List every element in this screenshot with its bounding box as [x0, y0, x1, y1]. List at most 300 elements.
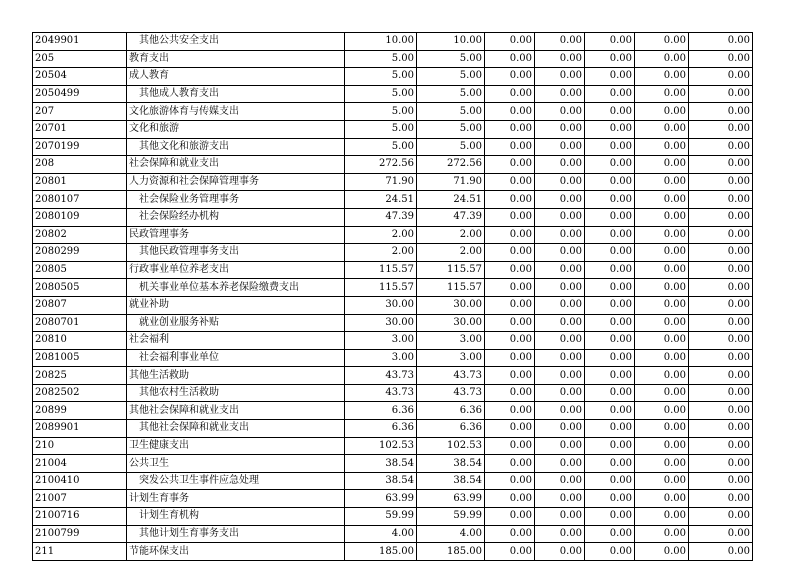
amount-cell: 10.00: [417, 33, 485, 51]
amount-cell: 102.53: [417, 437, 485, 455]
table-row: [33, 437, 753, 455]
table-row: [33, 226, 753, 244]
amount-cell: 0.00: [585, 191, 635, 209]
table-row: [33, 490, 753, 508]
amount-cell: 0.00: [689, 437, 753, 455]
amount-cell: 71.90: [417, 173, 485, 191]
amount-cell: 5.00: [345, 103, 417, 121]
amount-cell: 0.00: [635, 296, 689, 314]
subject-code-cell: 20701: [33, 120, 127, 138]
subject-code-cell: 207: [33, 103, 127, 121]
subject-name-cell: 计划生育事务: [127, 490, 345, 508]
amount-cell: 0.00: [535, 50, 585, 68]
table-row: [33, 33, 753, 51]
amount-cell: 0.00: [485, 455, 535, 473]
amount-cell: 115.57: [417, 261, 485, 279]
amount-cell: 0.00: [585, 367, 635, 385]
table-row: [33, 384, 753, 402]
amount-cell: 0.00: [535, 349, 585, 367]
subject-name-cell: 其他文化和旅游支出: [127, 138, 345, 156]
subject-code-cell: 20802: [33, 226, 127, 244]
amount-cell: 0.00: [635, 525, 689, 543]
amount-cell: 0.00: [635, 543, 689, 561]
subject-name-cell: 社会福利事业单位: [127, 349, 345, 367]
subject-name-cell: 行政事业单位养老支出: [127, 261, 345, 279]
amount-cell: 5.00: [345, 50, 417, 68]
amount-cell: 3.00: [417, 349, 485, 367]
subject-code-cell: 20801: [33, 173, 127, 191]
amount-cell: 5.00: [417, 103, 485, 121]
amount-cell: 0.00: [485, 384, 535, 402]
subject-code-cell: 20810: [33, 332, 127, 350]
amount-cell: 0.00: [635, 279, 689, 297]
table-row: [33, 120, 753, 138]
amount-cell: 63.99: [345, 490, 417, 508]
table-row: [33, 208, 753, 226]
amount-cell: 0.00: [485, 173, 535, 191]
amount-cell: 0.00: [535, 261, 585, 279]
amount-cell: 0.00: [689, 226, 753, 244]
subject-code-cell: 2089901: [33, 420, 127, 438]
amount-cell: 0.00: [485, 525, 535, 543]
table-row: [33, 296, 753, 314]
table-row: [33, 508, 753, 526]
table-row: [33, 244, 753, 262]
amount-cell: 71.90: [345, 173, 417, 191]
amount-cell: 0.00: [485, 208, 535, 226]
amount-cell: 0.00: [485, 490, 535, 508]
amount-cell: 0.00: [485, 402, 535, 420]
amount-cell: 0.00: [635, 402, 689, 420]
amount-cell: 0.00: [485, 68, 535, 86]
amount-cell: 0.00: [535, 296, 585, 314]
amount-cell: 0.00: [485, 332, 535, 350]
amount-cell: 2.00: [417, 226, 485, 244]
amount-cell: 24.51: [345, 191, 417, 209]
amount-cell: 5.00: [417, 68, 485, 86]
table-row: [33, 402, 753, 420]
amount-cell: 115.57: [345, 261, 417, 279]
amount-cell: 0.00: [689, 384, 753, 402]
amount-cell: 0.00: [585, 472, 635, 490]
table-row: [33, 103, 753, 121]
amount-cell: 0.00: [485, 261, 535, 279]
subject-code-cell: 205: [33, 50, 127, 68]
table-row: [33, 50, 753, 68]
amount-cell: 0.00: [585, 314, 635, 332]
subject-code-cell: 20807: [33, 296, 127, 314]
amount-cell: 272.56: [345, 156, 417, 174]
amount-cell: 0.00: [689, 296, 753, 314]
subject-code-cell: 2080107: [33, 191, 127, 209]
amount-cell: 0.00: [585, 103, 635, 121]
amount-cell: 0.00: [689, 314, 753, 332]
amount-cell: 0.00: [585, 384, 635, 402]
subject-name-cell: 机关事业单位基本养老保险缴费支出: [127, 279, 345, 297]
amount-cell: 0.00: [635, 244, 689, 262]
amount-cell: 115.57: [345, 279, 417, 297]
table-row: [33, 349, 753, 367]
amount-cell: 30.00: [345, 314, 417, 332]
amount-cell: 0.00: [689, 68, 753, 86]
amount-cell: 0.00: [585, 226, 635, 244]
amount-cell: 5.00: [345, 120, 417, 138]
amount-cell: 0.00: [635, 208, 689, 226]
amount-cell: 102.53: [345, 437, 417, 455]
amount-cell: 0.00: [635, 261, 689, 279]
table-row: [33, 525, 753, 543]
amount-cell: 0.00: [689, 420, 753, 438]
amount-cell: 5.00: [345, 68, 417, 86]
amount-cell: 38.54: [345, 472, 417, 490]
subject-name-cell: 计划生育机构: [127, 508, 345, 526]
amount-cell: 0.00: [485, 508, 535, 526]
amount-cell: 2.00: [417, 244, 485, 262]
amount-cell: 5.00: [345, 85, 417, 103]
amount-cell: 0.00: [585, 156, 635, 174]
subject-name-cell: 其他计划生育事务支出: [127, 525, 345, 543]
subject-name-cell: 文化旅游体育与传媒支出: [127, 103, 345, 121]
amount-cell: 0.00: [485, 349, 535, 367]
subject-code-cell: 20825: [33, 367, 127, 385]
amount-cell: 0.00: [535, 508, 585, 526]
table-row: [33, 367, 753, 385]
subject-code-cell: 21004: [33, 455, 127, 473]
amount-cell: 0.00: [535, 437, 585, 455]
amount-cell: 0.00: [485, 472, 535, 490]
amount-cell: 0.00: [689, 543, 753, 561]
amount-cell: 0.00: [689, 244, 753, 262]
subject-code-cell: 2100716: [33, 508, 127, 526]
amount-cell: 185.00: [345, 543, 417, 561]
amount-cell: 63.99: [417, 490, 485, 508]
amount-cell: 0.00: [535, 33, 585, 51]
amount-cell: 0.00: [535, 85, 585, 103]
amount-cell: 0.00: [585, 120, 635, 138]
subject-name-cell: 文化和旅游: [127, 120, 345, 138]
amount-cell: 43.73: [345, 384, 417, 402]
amount-cell: 0.00: [535, 367, 585, 385]
amount-cell: 3.00: [345, 349, 417, 367]
subject-name-cell: 教育支出: [127, 50, 345, 68]
subject-name-cell: 其他社会保障和就业支出: [127, 420, 345, 438]
amount-cell: 3.00: [345, 332, 417, 350]
amount-cell: 0.00: [689, 402, 753, 420]
amount-cell: 0.00: [485, 103, 535, 121]
amount-cell: 0.00: [585, 244, 635, 262]
amount-cell: 0.00: [585, 437, 635, 455]
subject-name-cell: 其他公共安全支出: [127, 33, 345, 51]
amount-cell: 0.00: [485, 420, 535, 438]
amount-cell: 0.00: [535, 525, 585, 543]
amount-cell: 0.00: [635, 314, 689, 332]
amount-cell: 0.00: [535, 314, 585, 332]
table-row: [33, 191, 753, 209]
amount-cell: 5.00: [417, 138, 485, 156]
amount-cell: 0.00: [635, 173, 689, 191]
amount-cell: 0.00: [535, 208, 585, 226]
amount-cell: 0.00: [535, 226, 585, 244]
amount-cell: 0.00: [535, 455, 585, 473]
table-row: [33, 472, 753, 490]
amount-cell: 5.00: [417, 50, 485, 68]
amount-cell: 30.00: [345, 296, 417, 314]
amount-cell: 0.00: [689, 173, 753, 191]
subject-name-cell: 就业创业服务补贴: [127, 314, 345, 332]
amount-cell: 6.36: [345, 420, 417, 438]
amount-cell: 0.00: [585, 296, 635, 314]
amount-cell: 43.73: [345, 367, 417, 385]
amount-cell: 0.00: [635, 508, 689, 526]
table-row: [33, 261, 753, 279]
subject-name-cell: 卫生健康支出: [127, 437, 345, 455]
amount-cell: 0.00: [635, 437, 689, 455]
subject-code-cell: 2070199: [33, 138, 127, 156]
amount-cell: 0.00: [485, 138, 535, 156]
amount-cell: 0.00: [535, 279, 585, 297]
amount-cell: 30.00: [417, 314, 485, 332]
amount-cell: 0.00: [585, 173, 635, 191]
subject-name-cell: 民政管理事务: [127, 226, 345, 244]
amount-cell: 0.00: [485, 120, 535, 138]
subject-code-cell: 2082502: [33, 384, 127, 402]
amount-cell: 5.00: [345, 138, 417, 156]
subject-code-cell: 210: [33, 437, 127, 455]
amount-cell: 0.00: [585, 508, 635, 526]
amount-cell: 59.99: [345, 508, 417, 526]
subject-code-cell: 20504: [33, 68, 127, 86]
amount-cell: 0.00: [535, 138, 585, 156]
amount-cell: 0.00: [689, 367, 753, 385]
amount-cell: 0.00: [485, 33, 535, 51]
amount-cell: 0.00: [635, 138, 689, 156]
subject-name-cell: 社会保险业务管理事务: [127, 191, 345, 209]
amount-cell: 0.00: [585, 138, 635, 156]
amount-cell: 0.00: [585, 85, 635, 103]
amount-cell: 0.00: [585, 349, 635, 367]
amount-cell: 0.00: [689, 50, 753, 68]
amount-cell: 0.00: [585, 33, 635, 51]
amount-cell: 0.00: [635, 85, 689, 103]
amount-cell: 0.00: [485, 296, 535, 314]
amount-cell: 0.00: [585, 490, 635, 508]
table-row: [33, 138, 753, 156]
subject-name-cell: 其他民政管理事务支出: [127, 244, 345, 262]
amount-cell: 0.00: [635, 68, 689, 86]
amount-cell: 2.00: [345, 226, 417, 244]
table-row: [33, 85, 753, 103]
amount-cell: 0.00: [689, 279, 753, 297]
amount-cell: 6.36: [345, 402, 417, 420]
amount-cell: 6.36: [417, 420, 485, 438]
subject-code-cell: 211: [33, 543, 127, 561]
subject-code-cell: 2049901: [33, 33, 127, 51]
subject-code-cell: 2100799: [33, 525, 127, 543]
subject-code-cell: 2080505: [33, 279, 127, 297]
amount-cell: 6.36: [417, 402, 485, 420]
amount-cell: 0.00: [485, 50, 535, 68]
amount-cell: 5.00: [417, 120, 485, 138]
subject-name-cell: 公共卫生: [127, 455, 345, 473]
budget-table-sheet: [32, 32, 753, 561]
amount-cell: 0.00: [635, 103, 689, 121]
subject-name-cell: 社会保险经办机构: [127, 208, 345, 226]
amount-cell: 0.00: [535, 120, 585, 138]
amount-cell: 185.00: [417, 543, 485, 561]
amount-cell: 0.00: [689, 490, 753, 508]
amount-cell: 0.00: [635, 349, 689, 367]
amount-cell: 0.00: [485, 437, 535, 455]
table-row: [33, 420, 753, 438]
amount-cell: 0.00: [485, 279, 535, 297]
subject-name-cell: 其他生活救助: [127, 367, 345, 385]
amount-cell: 5.00: [417, 85, 485, 103]
amount-cell: 0.00: [485, 191, 535, 209]
amount-cell: 0.00: [635, 455, 689, 473]
subject-name-cell: 成人教育: [127, 68, 345, 86]
amount-cell: 0.00: [585, 50, 635, 68]
amount-cell: 0.00: [535, 402, 585, 420]
table-body: [33, 33, 753, 561]
amount-cell: 0.00: [689, 508, 753, 526]
amount-cell: 3.00: [417, 332, 485, 350]
amount-cell: 0.00: [689, 103, 753, 121]
amount-cell: 0.00: [585, 420, 635, 438]
subject-name-cell: 其他成人教育支出: [127, 85, 345, 103]
amount-cell: 0.00: [535, 543, 585, 561]
amount-cell: 0.00: [485, 543, 535, 561]
amount-cell: 0.00: [535, 420, 585, 438]
amount-cell: 0.00: [635, 50, 689, 68]
amount-cell: 43.73: [417, 384, 485, 402]
amount-cell: 0.00: [585, 543, 635, 561]
amount-cell: 0.00: [689, 156, 753, 174]
amount-cell: 0.00: [485, 156, 535, 174]
amount-cell: 0.00: [689, 120, 753, 138]
amount-cell: 0.00: [535, 244, 585, 262]
table-row: [33, 156, 753, 174]
amount-cell: 30.00: [417, 296, 485, 314]
amount-cell: 0.00: [635, 420, 689, 438]
amount-cell: 0.00: [635, 472, 689, 490]
amount-cell: 0.00: [635, 384, 689, 402]
table-row: [33, 314, 753, 332]
budget-expenditure-table: [32, 32, 753, 561]
amount-cell: 47.39: [345, 208, 417, 226]
amount-cell: 0.00: [485, 367, 535, 385]
amount-cell: 0.00: [689, 33, 753, 51]
amount-cell: 0.00: [689, 525, 753, 543]
subject-name-cell: 节能环保支出: [127, 543, 345, 561]
amount-cell: 0.00: [689, 455, 753, 473]
table-row: [33, 68, 753, 86]
amount-cell: 24.51: [417, 191, 485, 209]
amount-cell: 4.00: [417, 525, 485, 543]
table-row: [33, 543, 753, 561]
amount-cell: 10.00: [345, 33, 417, 51]
subject-name-cell: 社会保障和就业支出: [127, 156, 345, 174]
amount-cell: 115.57: [417, 279, 485, 297]
amount-cell: 38.54: [417, 455, 485, 473]
amount-cell: 0.00: [585, 455, 635, 473]
amount-cell: 0.00: [635, 191, 689, 209]
amount-cell: 43.73: [417, 367, 485, 385]
amount-cell: 0.00: [535, 68, 585, 86]
amount-cell: 0.00: [689, 349, 753, 367]
amount-cell: 0.00: [485, 226, 535, 244]
amount-cell: 0.00: [689, 261, 753, 279]
table-row: [33, 279, 753, 297]
amount-cell: 0.00: [635, 156, 689, 174]
amount-cell: 0.00: [535, 332, 585, 350]
table-row: [33, 173, 753, 191]
amount-cell: 0.00: [485, 85, 535, 103]
amount-cell: 0.00: [635, 490, 689, 508]
amount-cell: 0.00: [689, 208, 753, 226]
amount-cell: 0.00: [535, 191, 585, 209]
subject-name-cell: 突发公共卫生事件应急处理: [127, 472, 345, 490]
amount-cell: 2.00: [345, 244, 417, 262]
subject-code-cell: 2080701: [33, 314, 127, 332]
amount-cell: 0.00: [689, 332, 753, 350]
amount-cell: 0.00: [635, 332, 689, 350]
amount-cell: 0.00: [689, 191, 753, 209]
subject-name-cell: 其他社会保障和就业支出: [127, 402, 345, 420]
amount-cell: 38.54: [345, 455, 417, 473]
subject-code-cell: 20899: [33, 402, 127, 420]
amount-cell: 4.00: [345, 525, 417, 543]
subject-name-cell: 其他农村生活救助: [127, 384, 345, 402]
amount-cell: 47.39: [417, 208, 485, 226]
amount-cell: 38.54: [417, 472, 485, 490]
subject-code-cell: 2100410: [33, 472, 127, 490]
subject-name-cell: 人力资源和社会保障管理事务: [127, 173, 345, 191]
amount-cell: 0.00: [535, 490, 585, 508]
amount-cell: 0.00: [535, 472, 585, 490]
amount-cell: 0.00: [635, 120, 689, 138]
amount-cell: 0.00: [485, 244, 535, 262]
amount-cell: 0.00: [535, 103, 585, 121]
amount-cell: 0.00: [535, 173, 585, 191]
subject-code-cell: 2081005: [33, 349, 127, 367]
amount-cell: 59.99: [417, 508, 485, 526]
amount-cell: 0.00: [689, 138, 753, 156]
amount-cell: 0.00: [535, 156, 585, 174]
subject-code-cell: 2050499: [33, 85, 127, 103]
amount-cell: 0.00: [585, 402, 635, 420]
subject-name-cell: 社会福利: [127, 332, 345, 350]
amount-cell: 0.00: [689, 472, 753, 490]
amount-cell: 0.00: [585, 68, 635, 86]
subject-code-cell: 208: [33, 156, 127, 174]
subject-code-cell: 21007: [33, 490, 127, 508]
amount-cell: 0.00: [585, 279, 635, 297]
amount-cell: 0.00: [635, 226, 689, 244]
amount-cell: 0.00: [585, 332, 635, 350]
subject-code-cell: 2080299: [33, 244, 127, 262]
subject-code-cell: 20805: [33, 261, 127, 279]
table-row: [33, 455, 753, 473]
amount-cell: 0.00: [485, 314, 535, 332]
amount-cell: 0.00: [585, 208, 635, 226]
subject-name-cell: 就业补助: [127, 296, 345, 314]
amount-cell: 0.00: [635, 367, 689, 385]
amount-cell: 0.00: [585, 261, 635, 279]
amount-cell: 0.00: [535, 384, 585, 402]
table-row: [33, 332, 753, 350]
amount-cell: 0.00: [635, 33, 689, 51]
amount-cell: 0.00: [689, 85, 753, 103]
